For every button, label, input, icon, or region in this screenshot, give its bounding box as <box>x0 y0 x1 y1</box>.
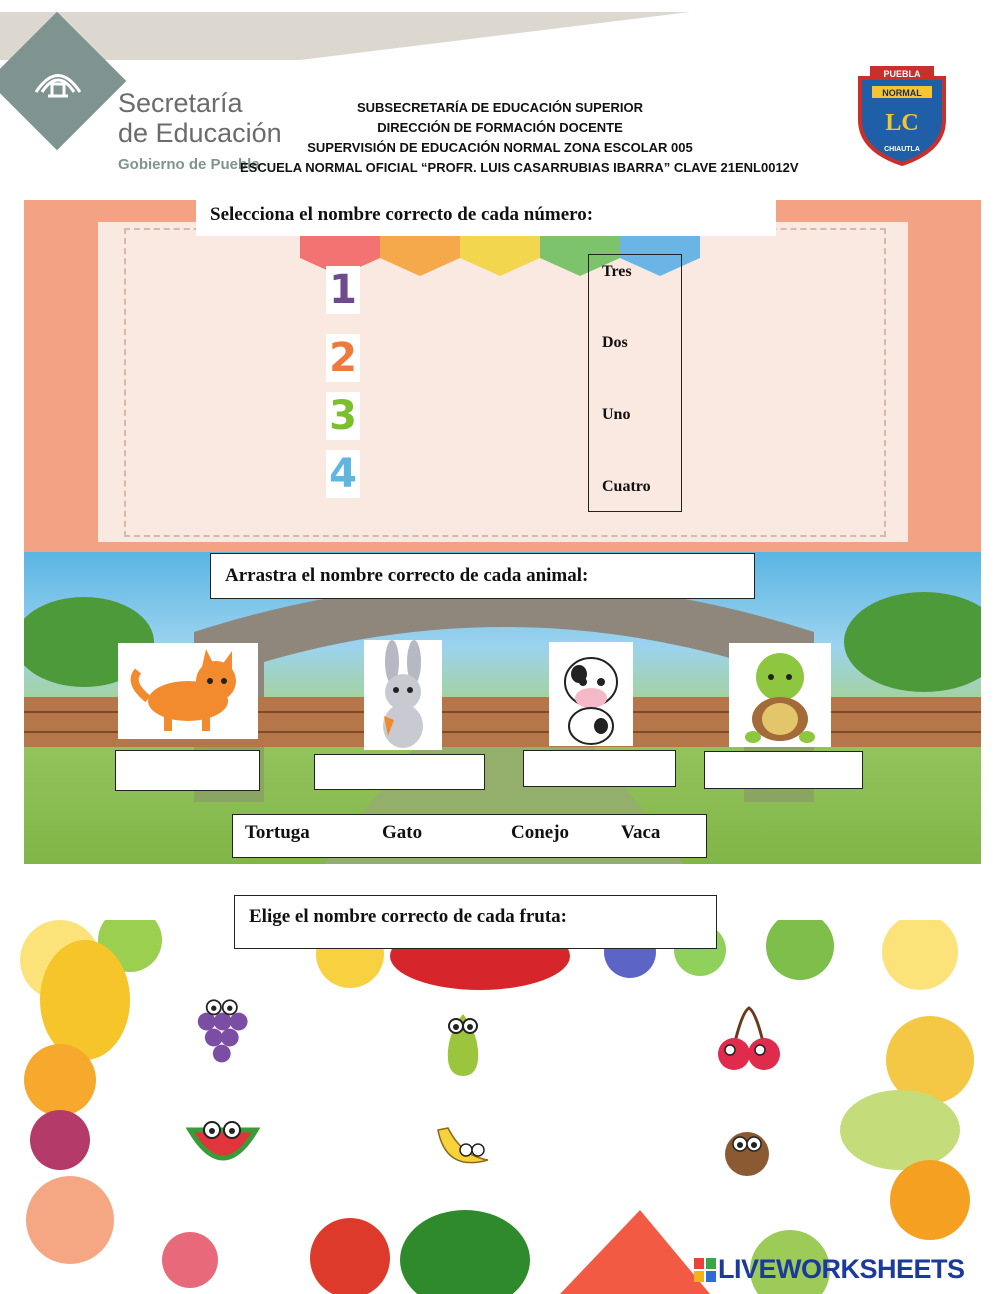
watermelon-image <box>186 1116 260 1176</box>
word-chip-gato[interactable]: Gato <box>382 822 423 843</box>
pear-image <box>428 1000 498 1080</box>
cherries-image <box>712 1002 786 1082</box>
animal-answer-box-turtle[interactable] <box>704 751 863 789</box>
liveworksheets-logo-icon <box>694 1258 716 1282</box>
badge-top-text: PUEBLA <box>883 69 921 79</box>
word-option-dos[interactable]: Dos <box>602 334 628 351</box>
number-three-image <box>326 392 360 440</box>
institution-header <box>240 98 799 178</box>
fruits-title: Elige el nombre correcto de cada fruta: <box>234 895 717 949</box>
header-stripe <box>0 0 1000 60</box>
header-line-4: ESCUELA NORMAL OFICIAL “PROFR. LUIS CASARRUBIAS IBARRA” CLAVE 21ENL0012V <box>240 160 799 175</box>
word-option-cuatro[interactable]: Cuatro <box>602 478 651 495</box>
rabbit-image <box>364 640 442 750</box>
fruit-border-background <box>0 920 1000 1294</box>
word-chip-vaca[interactable]: Vaca <box>621 822 661 843</box>
logo-line1: Secretaría <box>118 88 243 118</box>
logo-government: Gobierno de Puebla <box>118 156 260 173</box>
header-line-1: SUBSECRETARÍA DE EDUCACIÓN SUPERIOR <box>356 100 644 115</box>
svg-text:LC: LC <box>885 110 919 136</box>
word-option-tres[interactable]: Tres <box>602 263 632 280</box>
number-one-image <box>326 266 360 314</box>
sun-logo-icon <box>28 54 88 114</box>
numbers-paper-border <box>124 228 886 537</box>
number-four-glyph: 4 <box>329 451 357 497</box>
coconut-image <box>722 1124 772 1178</box>
animal-answer-box-cat[interactable] <box>115 750 260 791</box>
header-line-3: SUPERVISIÓN DE EDUCACIÓN NORMAL ZONA ESCOLAR 005 <box>307 140 693 155</box>
numbers-title: Selecciona el nombre correcto de cada número: <box>196 198 776 236</box>
school-badge-icon <box>852 58 952 166</box>
cow-image <box>549 642 633 746</box>
header-line-2: DIRECCIÓN DE FORMACIÓN DOCENTE <box>377 120 623 135</box>
animal-answer-box-rabbit[interactable] <box>314 754 485 790</box>
banana-image <box>432 1120 492 1176</box>
animal-answer-box-cow[interactable] <box>523 750 676 787</box>
turtle-image <box>729 643 831 747</box>
grapes-image <box>185 986 255 1066</box>
word-chip-tortuga[interactable]: Tortuga <box>245 822 310 843</box>
cat-image <box>118 643 258 739</box>
word-option-uno[interactable]: Uno <box>602 406 631 423</box>
number-three-glyph: 3 <box>329 393 357 439</box>
number-two-glyph: 2 <box>329 335 357 381</box>
badge-mid-text: NORMAL <box>882 88 922 98</box>
animals-title: Arrastra el nombre correcto de cada animal: <box>210 553 755 599</box>
badge-bottom-text: CHIAUTLA <box>884 146 920 153</box>
number-two-image <box>326 334 360 382</box>
number-words-box <box>588 254 682 512</box>
number-four-image <box>326 450 360 498</box>
liveworksheets-brand: LIVEWORKSHEETS <box>718 1254 965 1284</box>
logo-line2: de Educación <box>118 118 282 148</box>
word-chip-conejo[interactable]: Conejo <box>511 822 570 843</box>
number-one-glyph: 1 <box>329 267 357 313</box>
